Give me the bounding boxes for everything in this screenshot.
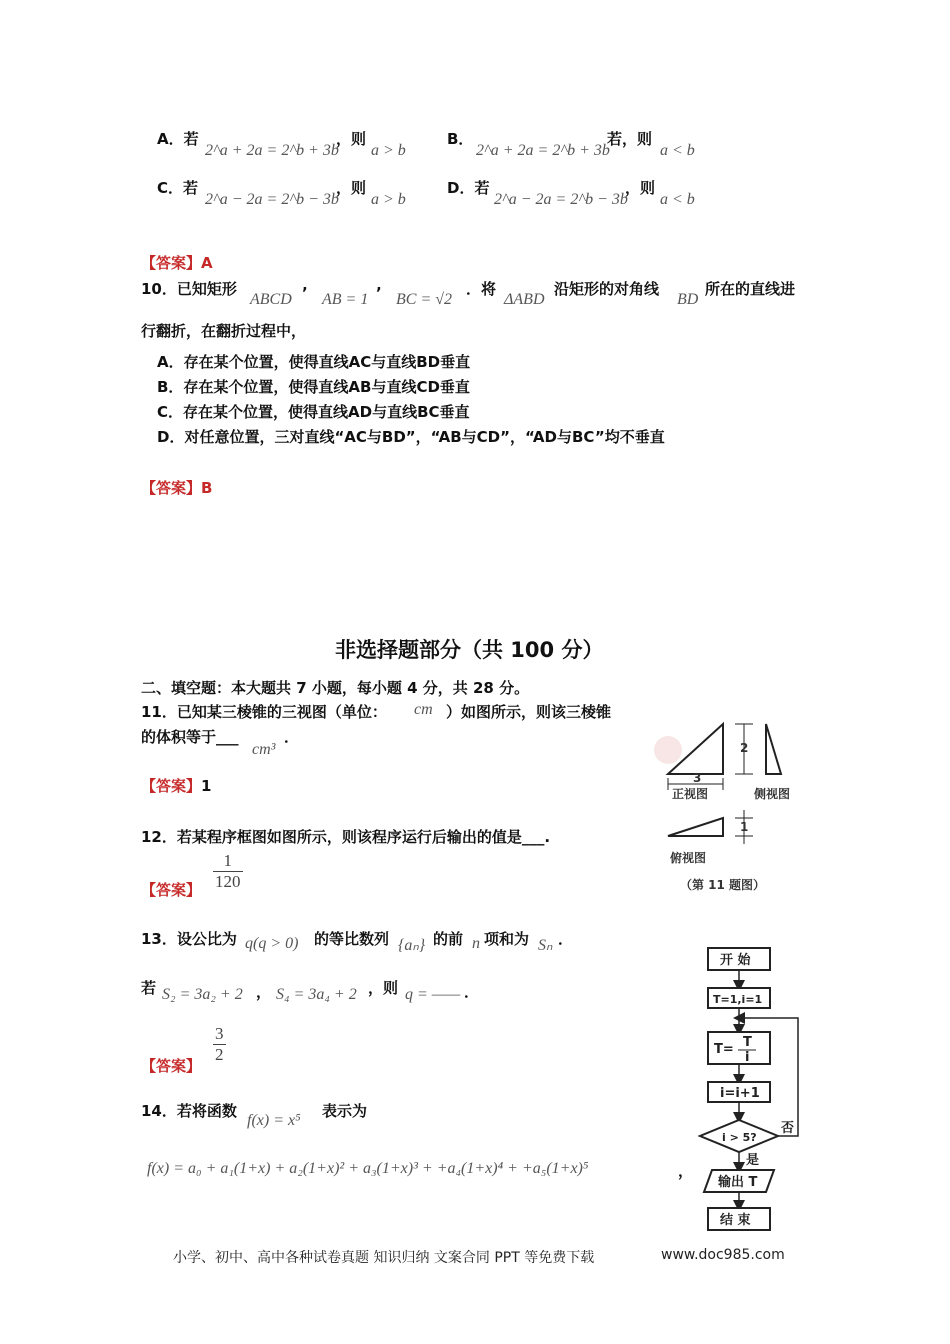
q11-unit: cm [414,701,433,718]
flow-condition-label: i > 5? [722,1131,757,1144]
q13-comma: ， [256,983,272,1001]
flow-init-label: T=1,i=1 [713,993,763,1006]
flow-assign-den: i [745,1050,750,1065]
q11-line1a: 11．已知某三棱锥的三视图（单位： [141,703,387,721]
q13-q-blank: q = —— [405,986,461,1003]
q14-text-a: 14．若将函数 [141,1102,237,1120]
q9-option-c-label: C．若 [157,179,199,197]
q10-option-b: B．存在某个位置，使得直线AB与直线CD垂直 [157,378,470,396]
q10-text2: 沿矩形的对角线 [554,280,660,298]
q9-option-b-result: a < b [660,142,695,159]
fraction-denominator: 120 [215,872,241,891]
q10-option-c: C．存在某个位置，使得直线AD与直线BC垂直 [157,403,470,421]
answer-value: A [201,254,213,272]
q13-then: ，则 [368,979,399,997]
dim-width: 3 [693,771,702,785]
q9-option-b-equation: 2^a + 2a = 2^b + 3b [476,142,610,159]
q9-option-d-result: a < b [660,191,695,208]
flow-start-label: 开 始 [720,953,751,968]
dim-depth: 1 [740,820,749,834]
q11-line1b: ）如图所示，则该三棱锥 [446,703,612,721]
q13-text-e: ． [558,930,574,948]
three-view-figure [650,712,810,897]
footer-text: 小学、初中、高中各种试卷真题 知识归纳 文案合同 PPT 等免费下载 [173,1250,595,1266]
q11-answer [141,775,211,796]
flow-output-label: 输出 T [718,1175,758,1190]
q10-prefix: 10．已知矩形 [141,280,237,298]
q9-option-c-result: a > b [371,191,406,208]
answer-value: B [201,479,213,497]
answer-label: 【答案】 [141,254,202,272]
side-view-triangle [766,724,781,774]
q13-if: 若 [141,979,157,997]
answer-label: 【答案】 [141,479,202,497]
q10-ab: AB = 1 [322,291,369,308]
q9-option-d-then: ，则 [625,179,656,197]
section-subtitle: 二、填空题：本大题共 7 小题，每小题 4 分，共 28 分。 [141,679,530,697]
q13-sn: Sₙ [538,937,553,954]
dim-height: 2 [740,741,749,755]
q9-option-d-label: D．若 [447,179,490,197]
top-view-label: 俯视图 [670,851,707,865]
q9-option-c-equation: 2^a − 2a = 2^b − 3b [205,191,339,208]
q14-text-b: 表示为 [322,1102,368,1120]
top-view-triangle [668,818,723,836]
q9-option-a-then: ，则 [336,130,367,148]
q10-text1: ．将 [466,280,497,298]
q10-rect: ABCD [250,291,292,308]
q10-line2: 行翻折，在翻折过程中， [141,322,307,340]
q13-q: q(q > 0) [245,935,299,952]
q14-end: ， [678,1162,694,1180]
q11-line2: 的体积等于___ [141,728,239,746]
q12-answer-label: 【答案】 [141,881,202,899]
fraction-denominator: 2 [215,1045,224,1064]
footer-site-link[interactable]: www.doc985.com [661,1247,785,1263]
figure-caption: （第 11 题图） [680,878,766,892]
fraction-numerator: 1 [223,851,232,870]
comma: ’ [376,284,382,302]
q14-function: f(x) = x⁵ [247,1112,301,1129]
side-view-label: 侧视图 [754,787,791,801]
flowchart [690,942,810,1242]
flow-assign-left: T= [714,1042,734,1057]
q10-option-d: D．对任意位置，三对直线“AC与BD”，“AB与CD”，“AD与BC”均不垂直 [157,428,665,446]
comma: ’ [302,284,308,302]
q13-text-a: 13．设公比为 [141,930,237,948]
flow-assign-num: T [743,1035,752,1050]
flow-end-label: 结 束 [720,1213,751,1228]
front-view-label: 正视图 [672,787,709,801]
q9-option-c-then: ，则 [336,179,367,197]
q12-answer-fraction [213,851,243,892]
q9-option-a-result: a > b [371,142,406,159]
q13-dot: ． [464,983,480,1001]
q13-text-d: 项和为 [484,930,530,948]
q12-text: 12．若某程序框图如图所示，则该程序运行后输出的值是___. [141,828,551,846]
q13-n: n [472,935,480,952]
watermark-mark [654,736,682,764]
q10-triangle: ΔABD [504,291,545,308]
answer-label: 【答案】 [141,777,202,795]
q10-option-a: A．存在某个位置，使得直线AC与直线BD垂直 [157,353,471,371]
q9-option-b-then: 若，则 [607,130,653,148]
q11-dot: ． [284,728,300,746]
flow-yes-label: 是 [746,1153,760,1168]
q10-answer [141,477,212,498]
q9-option-b-label: B． [447,130,474,148]
answer-value: 1 [201,777,212,795]
fraction-numerator: 3 [215,1024,224,1043]
q9-option-a-label: A．若 [157,130,199,148]
q9-answer [141,252,213,273]
q13-s4: S₄ = 3a₄ + 2 [276,986,357,1003]
q14-expansion: f(x) = a₀ + a₁(1+x) + a₂(1+x)² + a₃(1+x)³ + +a₄(1+x)⁴ + +a₅(1+x)⁵ [147,1160,589,1177]
flow-inc-label: i=i+1 [720,1086,760,1101]
q9-option-d-equation: 2^a − 2a = 2^b − 3b [494,191,628,208]
q13-text-c: 的前 [433,930,464,948]
q13-answer-label: 【答案】 [141,1057,202,1075]
flow-no-label: 否 [781,1121,795,1136]
q11-unit-cubed: cm³ [252,741,276,758]
q10-text3: 所在的直线进 [705,280,796,298]
section-title: 非选择题部分（共 100 分） [335,638,604,662]
q10-bc: BC = √2 [396,291,453,308]
q13-text-b: 的等比数列 [314,930,390,948]
q13-s2: S₂ = 3a₂ + 2 [162,986,243,1003]
q13-answer-fraction [213,1024,226,1065]
q10-bd: BD [677,291,699,308]
q9-option-a-equation: 2^a + 2a = 2^b + 3b [205,142,339,159]
q13-an: {aₙ} [398,937,426,954]
